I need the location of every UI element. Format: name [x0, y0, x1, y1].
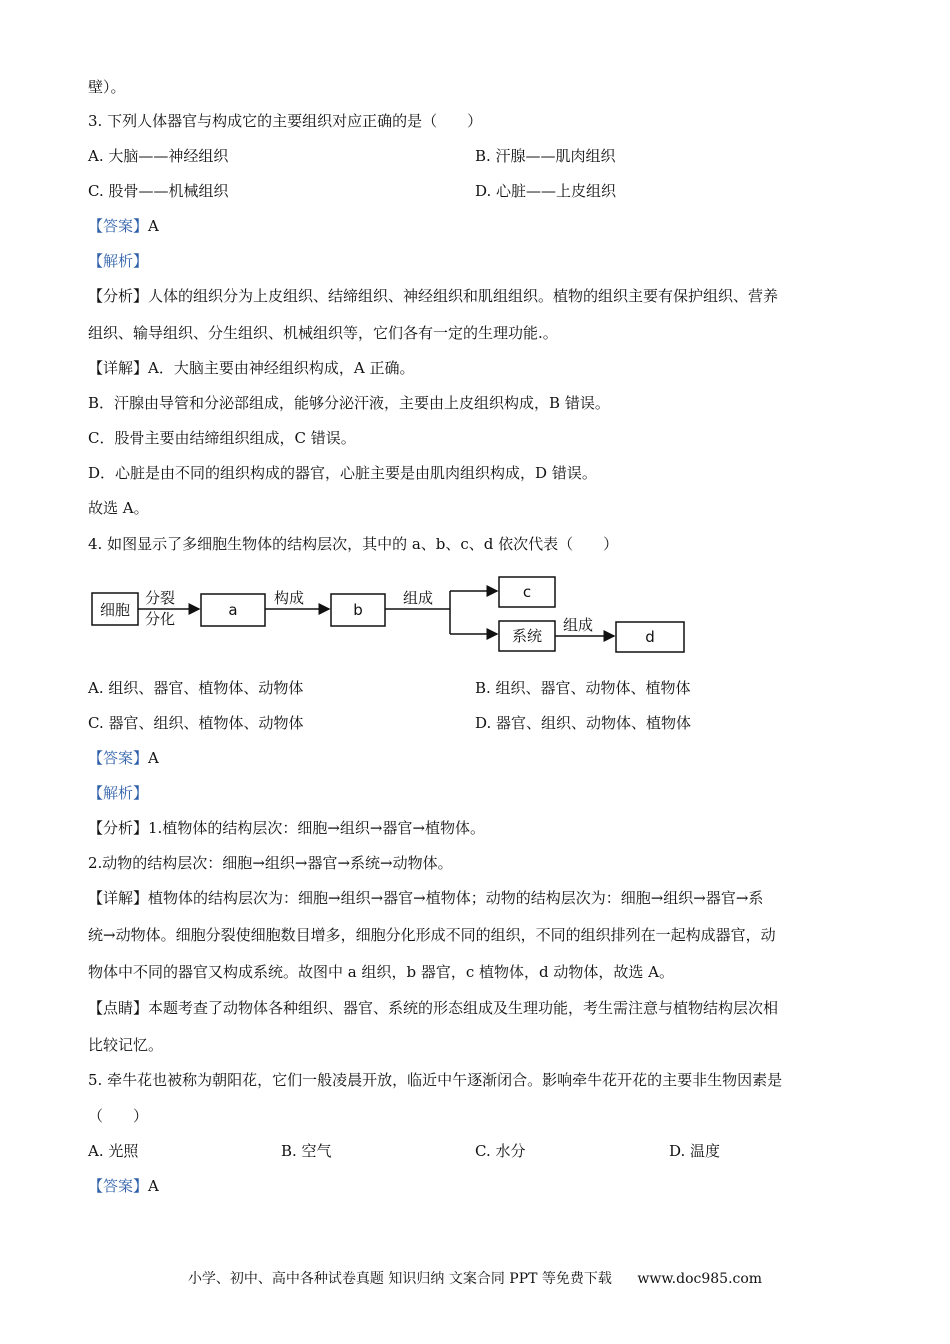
answer-value: A	[148, 1177, 159, 1195]
q3-fenxi-2: 组织、输导组织、分生组织、机械组织等，它们各有一定的生理功能.。	[88, 324, 558, 342]
q3-detail-1	[88, 358, 414, 378]
q4-fenxi-2: 2.动物的结构层次：细胞→组织→器官→系统→动物体。	[88, 854, 453, 872]
divide-label: 分裂	[144, 589, 176, 607]
system-label: 系统	[511, 627, 543, 645]
fenxi-tag: 【分析】	[88, 287, 149, 305]
d-label: d	[645, 628, 655, 646]
c-label: c	[522, 583, 532, 601]
top-fragment: 壁）。	[88, 78, 126, 96]
compose-label-1: 组成	[402, 589, 434, 607]
compose-label-2: 组成	[562, 616, 594, 634]
q5-option-c: C. 水分	[475, 1142, 526, 1160]
structure-diagram	[88, 572, 698, 662]
q3-detail-2: B．汗腺由导管和分泌部组成，能够分泌汗液，主要由上皮组织构成，B 错误。	[88, 394, 610, 412]
q3-option-c: C. 股骨——机械组织	[88, 182, 229, 200]
q3-option-a: A. 大脑——神经组织	[88, 147, 229, 165]
q3-option-d: D. 心脏——上皮组织	[475, 182, 617, 200]
fenxi-text: 1.植物体的结构层次：细胞→组织→器官→植物体。	[148, 819, 486, 837]
q3-fenxi-1	[88, 286, 778, 306]
q4-answer	[88, 748, 159, 768]
q4-option-a: A. 组织、器官、植物体、动物体	[88, 679, 304, 697]
q4-dianjing-1	[88, 998, 778, 1018]
footer-text: 小学、初中、高中各种试卷真题 知识归纳 文案合同 PPT 等免费下载	[187, 1271, 612, 1287]
q5-stem-1: 5. 牵牛花也被称为朝阳花，它们一般凌晨开放，临近中午逐渐闭合。影响牵牛花开花的主要非生物因素是	[88, 1071, 783, 1089]
q3-conclusion: 故选 A。	[88, 499, 149, 517]
answer-tag: 【答案】	[88, 217, 149, 235]
detail-tag: 【详解】	[88, 889, 149, 907]
detail-tag: 【详解】	[88, 359, 149, 377]
detail-text: 植物体的结构层次为：细胞→组织→器官→植物体；动物的结构层次为：细胞→组织→器官→系	[148, 889, 764, 907]
b-label: b	[353, 601, 363, 619]
q4-detail-1	[88, 888, 763, 908]
a-label: a	[228, 601, 238, 619]
dianjing-tag: 【点睛】	[88, 999, 149, 1017]
answer-value: A	[148, 217, 159, 235]
q4-analysis-tag: 【解析】	[88, 784, 149, 802]
q4-option-b: B. 组织、器官、动物体、植物体	[475, 679, 691, 697]
q4-fenxi-1	[88, 818, 485, 838]
cell-label: 细胞	[99, 601, 131, 619]
q5-stem-2: （ ）	[88, 1107, 149, 1125]
q3-option-b: B. 汗腺——肌肉组织	[475, 147, 616, 165]
q4-option-d: D. 器官、组织、动物体、植物体	[475, 714, 692, 732]
q4-option-c: C. 器官、组织、植物体、动物体	[88, 714, 304, 732]
q3-detail-3: C．股骨主要由结缔组织组成，C 错误。	[88, 429, 356, 447]
q4-detail-2: 统→动物体。细胞分裂使细胞数目增多，细胞分化形成不同的组织，不同的组织排列在一起构成器官，动	[88, 926, 776, 944]
page-footer	[0, 1268, 950, 1288]
q5-option-b: B. 空气	[281, 1142, 332, 1160]
q4-stem: 4. 如图显示了多细胞生物体的结构层次，其中的 a、b、c、d 依次代表（ ）	[88, 535, 619, 553]
detail-text: A．大脑主要由神经组织构成，A 正确。	[148, 359, 415, 377]
q4-dianjing-2: 比较记忆。	[88, 1036, 164, 1054]
q5-answer	[88, 1176, 159, 1196]
q3-analysis-tag: 【解析】	[88, 252, 149, 270]
q5-option-d: D. 温度	[669, 1142, 721, 1160]
dianjing-text: 本题考查了动物体各种组织、器官、系统的形态组成及生理功能，考生需注意与植物结构层次相	[148, 999, 779, 1017]
form-label: 构成	[273, 589, 305, 607]
answer-tag: 【答案】	[88, 749, 149, 767]
fenxi-tag: 【分析】	[88, 819, 149, 837]
q3-answer	[88, 216, 159, 236]
q3-stem: 3. 下列人体器官与构成它的主要组织对应正确的是（ ）	[88, 112, 483, 130]
q3-detail-4: D．心脏是由不同的组织构成的器官，心脏主要是由肌肉组织构成，D 错误。	[88, 464, 597, 482]
answer-tag: 【答案】	[88, 1177, 149, 1195]
q4-detail-3: 物体中不同的器官又构成系统。故图中 a 组织，b 器官，c 植物体，d 动物体，故选 A。	[88, 963, 674, 981]
footer-url[interactable]: www.doc985.com	[637, 1271, 763, 1287]
q5-option-a: A. 光照	[88, 1142, 139, 1160]
answer-value: A	[148, 749, 159, 767]
differentiate-label: 分化	[144, 610, 176, 628]
fenxi-text: 人体的组织分为上皮组织、结缔组织、神经组织和肌组组织。植物的组织主要有保护组织、营养	[148, 287, 779, 305]
